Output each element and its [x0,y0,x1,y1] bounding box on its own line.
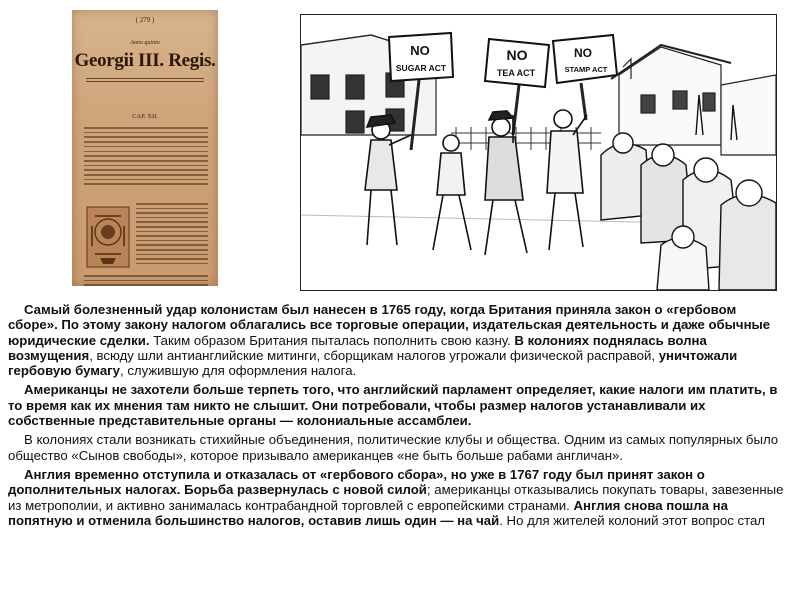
doc-title: Georgii III. Regis. [74,50,216,71]
doc-anno-label: Anno quinto [130,40,160,46]
royal-crest-ornament [86,206,130,268]
text-segment: Таким образом Британия пыталась пополнить свою казну. [149,332,515,348]
paragraph-2 [8,382,788,428]
sign-text: TEA ACT [496,68,536,78]
doc-text-block-3 [84,272,208,286]
paragraph-3 [8,432,788,463]
text-segment: , служившую для оформления налога. [120,363,357,379]
sign-no-stamp-act [553,35,617,83]
doc-rule [86,78,204,79]
stamp-act-document-image [72,10,218,286]
text-segment: Англия временно отступила и отказалась от «гербового сбора», но уже в 1767 году был принят закон о дополнительных налогах. Борьба развернулась с новой силой [8,466,705,498]
sign-text: NO [506,47,528,63]
sign-text: NO [410,43,430,58]
sign-no-sugar-act [389,33,453,81]
text-segment: ; американцы отказывались покупать товары, завезенные из метрополии, и активно занималась контрабандной торговлей с европейскими странами. [8,482,784,513]
text-segment: , всюду шли антианглийские митинги, сборщикам налогов угрожали физической расправой, [89,347,659,363]
article-text [8,302,788,532]
sign-text: SUGAR ACT [395,63,447,73]
colonial-protest-illustration [300,14,777,291]
doc-text-block [84,124,208,188]
protest-drawing [301,15,776,290]
text-segment: Англия снова пошла на попятную и отменила большинство налогов, оставив лишь один — на чай [8,497,728,528]
doc-text-block-2 [136,200,208,267]
doc-rule [86,81,204,82]
text-segment: В колониях поднялась волна возмущения [8,332,707,363]
text-segment: В колониях стали возникать стихийные объединения, политические клубы и общества. Одним из самых популярных было общество «Сынов свободы», которое призывало американцев «не быть больше рабами англичан». [8,432,779,463]
sign-text: STAMP ACT [564,65,608,74]
text-segment: . Но для жителей колоний этот вопрос стал [499,512,765,528]
sign-no-tea-act [485,39,549,87]
paragraph-1 [8,302,788,378]
house-right [611,45,776,155]
text-segment: уничтожали гербовую бумагу [8,347,738,379]
text-segment: Самый болезненный удар колонистам был нанесен в 1765 году, когда Британия приняла закон о «гербовом сборе». По этому закону налогом облагались все торговые операции, издательская деятельность и даже обычные юридические сделки. [8,302,771,348]
doc-cap-label: CAP. XII. [132,113,158,120]
sign-text: NO [574,46,592,60]
paragraph-4 [8,467,788,528]
doc-page-number: ( 279 ) [135,16,155,24]
text-segment: Американцы не захотели больше терпеть того, что английский парламент определяет, какие налоги им платить, в то время как их мнения там никто не слышит. Они потребовали, чтобы размер налогов устанавливали их собственные представительные органы — колониальные ассамблеи. [8,382,778,429]
